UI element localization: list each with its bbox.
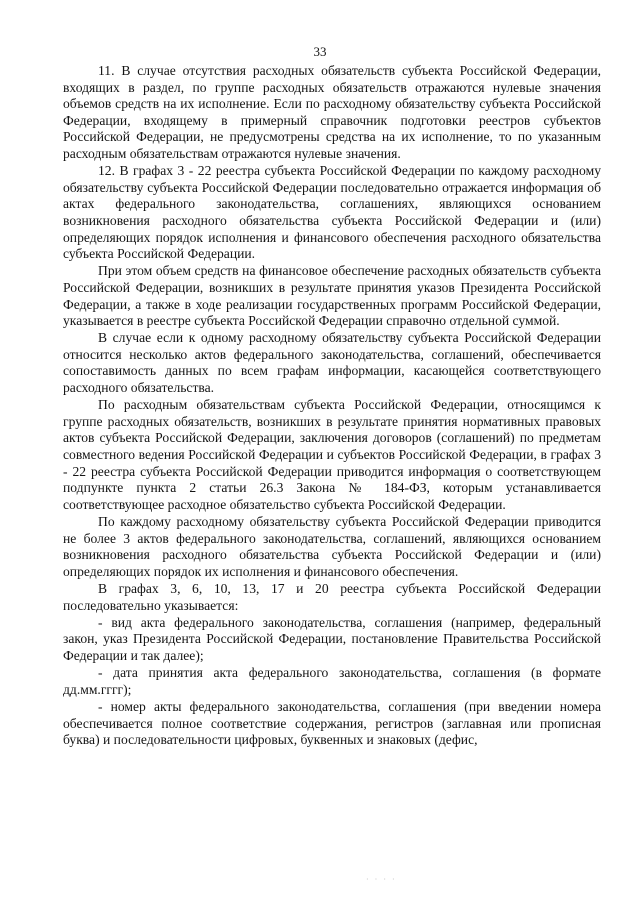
paragraph-decrees-programs: При этом объем средств на финансовое обеспечение расходных обязательств субъекта Российской Федерации, возникших в результате принятия указов Президента Российской Федерации, а также в ходе реализации государственных программ Российской Федерации, указывается в реестре субъекта Российской Федерации справочно отдельной суммой. <box>63 263 601 329</box>
page-number: 33 <box>313 44 327 59</box>
paragraph-regional-acts: По расходным обязательствам субъекта Российской Федерации, относящимся к группе расходных обязательств, возникших в результате принятия нормативных правовых актов субъекта Российской Федерации, заключения договоров (соглашений) по предметам совместного ведения Российской Федерации и субъектов Российской Федерации, в графах 3 - 22 реестра субъекта Российской Федерации приводится информация о соответствующем подпункте пункта 2 статьи 26.3 Закона № 184-ФЗ, которым устанавливается соответствующее расходное обязательство субъекта Российской Федерации. <box>63 397 601 512</box>
paragraph-three-acts-limit: По каждому расходному обязательству субъекта Российской Федерации приводится не более 3 актов федерального законодательства, соглашений, являющихся основанием возникновения расходного обязательства субъекта Российской Федерации и (или) определяющих порядок их исполнения и финансового обеспечения. <box>63 514 601 579</box>
paragraph-columns-list-intro: В графах 3, 6, 10, 13, 17 и 20 реестра субъекта Российской Федерации последовательно указывается: <box>63 580 601 613</box>
body-text <box>63 63 601 749</box>
paragraph-several-acts: В случае если к одному расходному обязательству субъекта Российской Федерации относится несколько актов федерального законодательства, соглашений, обеспечивается сопоставимость данных по всем графам информации, касающейся соответствующего расходного обязательства. <box>63 330 601 396</box>
list-item-act-type: - вид акта федерального законодательства, соглашения (например, федеральный закон, указ Президента Российской Федерации, постановление Правительства Российской Федерации и так далее); <box>63 614 601 663</box>
scan-artifact: · · · · <box>366 875 397 884</box>
paragraph-12: 12. В графах 3 - 22 реестра субъекта Российской Федерации по каждому расходному обязательству субъекта Российской Федерации последовательно отражается информация об актах федерального законодательства, соглашениях, являющихся основанием возникновения расходного обязательства субъекта Российской Федерации и (или) определяющих порядок исполнения и финансового обеспечения расходного обязательства субъекта Российской Федерации. <box>63 163 601 262</box>
paragraph-11: 11. В случае отсутствия расходных обязательств субъекта Российской Федерации, входящих в раздел, по группе расходных обязательств отражаются нулевые значения объемов средств на их исполнение. Если по расходному обязательству субъекта Российской Федерации, входящему в примерный справочник подготовки реестров субъектов Российской Федерации, не предусмотрены средства на их исполнение, то по указанным расходным обязательствам отражаются нулевые значения. <box>63 63 601 161</box>
list-item-act-date: - дата принятия акта федерального законодательства, соглашения (в формате дд.мм.гггг); <box>63 665 601 697</box>
list-item-act-number: - номер акты федерального законодательства, соглашения (при введении номера обеспечивается полное соответствие содержания, регистров (заглавная или прописная буква) и последовательности цифровых, буквенных и знаковых (дефис, <box>63 698 601 748</box>
